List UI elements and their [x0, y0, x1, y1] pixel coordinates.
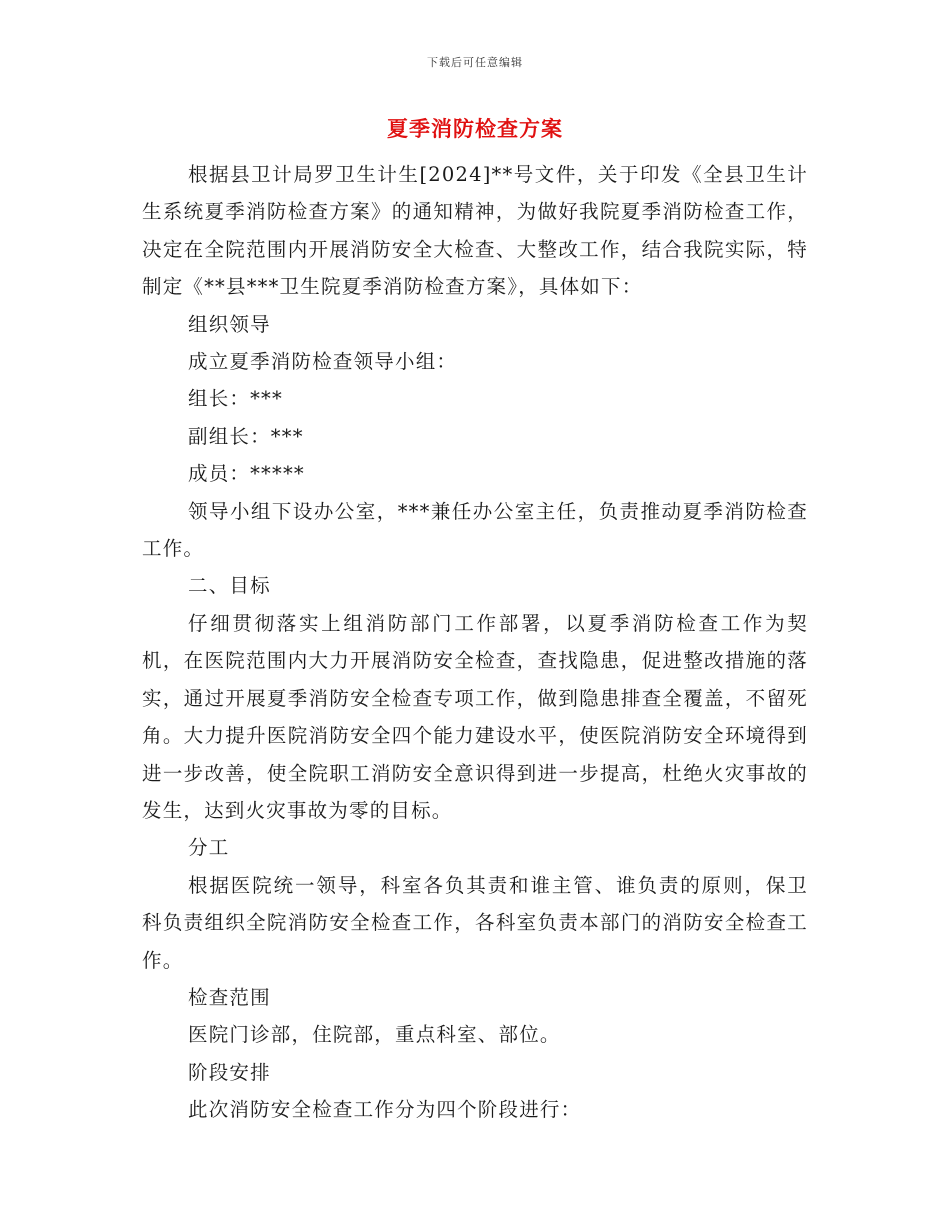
paragraph-group-setup: 成立夏季消防检查领导小组：	[188, 350, 458, 374]
paragraph-leader: 组长：***	[188, 387, 283, 411]
heading-schedule: 阶段安排	[188, 1060, 271, 1084]
paragraph-goals: 仔细贯彻落实上组消防部门工作部署，以夏季消防检查工作为契机，在医院范围内大力开展消防安全检查，查找隐患，促进整改措施的落实，通过开展夏季消防安全检查专项工作，做到隐患排查全覆盖，不留死角。大力提升医院消防安全四个能力建设水平，使医院消防安全环境得到进一步改善，使全院职工消防安全意识得到进一步提高，杜绝火灾事故的发生，达到火灾事故为零的目标。	[142, 611, 808, 822]
heading-organization: 组织领导	[188, 312, 271, 336]
heading-division: 分工	[188, 836, 230, 860]
paragraph-division: 根据医院统一领导，科室各负其责和谁主管、谁负责的原则，保卫科负责组织全院消防安全检查工作，各科室负责本部门的消防安全检查工作。	[142, 873, 808, 972]
header-note: 下载后可任意编辑	[427, 56, 523, 69]
paragraph-intro: 根据县卫计局罗卫生计生[2024]**号文件，关于印发《全县卫生计生系统夏季消防检查方案》的通知精神，为做好我院夏季消防检查工作，决定在全院范围内开展消防安全大检查、大整改工作，结合我院实际，特制定《**县***卫生院夏季消防检查方案》，具体如下：	[142, 163, 808, 299]
document-body	[142, 156, 808, 1129]
paragraph-schedule: 此次消防安全检查工作分为四个阶段进行：	[188, 1098, 582, 1122]
paragraph-office: 领导小组下设办公室，***兼任办公室主任，负责推动夏季消防检查工作。	[142, 499, 808, 561]
paragraph-members: 成员：*****	[188, 462, 305, 486]
paragraph-deputy-leader: 副组长：***	[188, 424, 304, 448]
document-title: 夏季消防检查方案	[387, 116, 563, 141]
heading-goals: 二、目标	[188, 574, 271, 598]
paragraph-scope: 医院门诊部，住院部，重点科室、部位。	[188, 1023, 561, 1047]
heading-scope: 检查范围	[188, 985, 271, 1009]
